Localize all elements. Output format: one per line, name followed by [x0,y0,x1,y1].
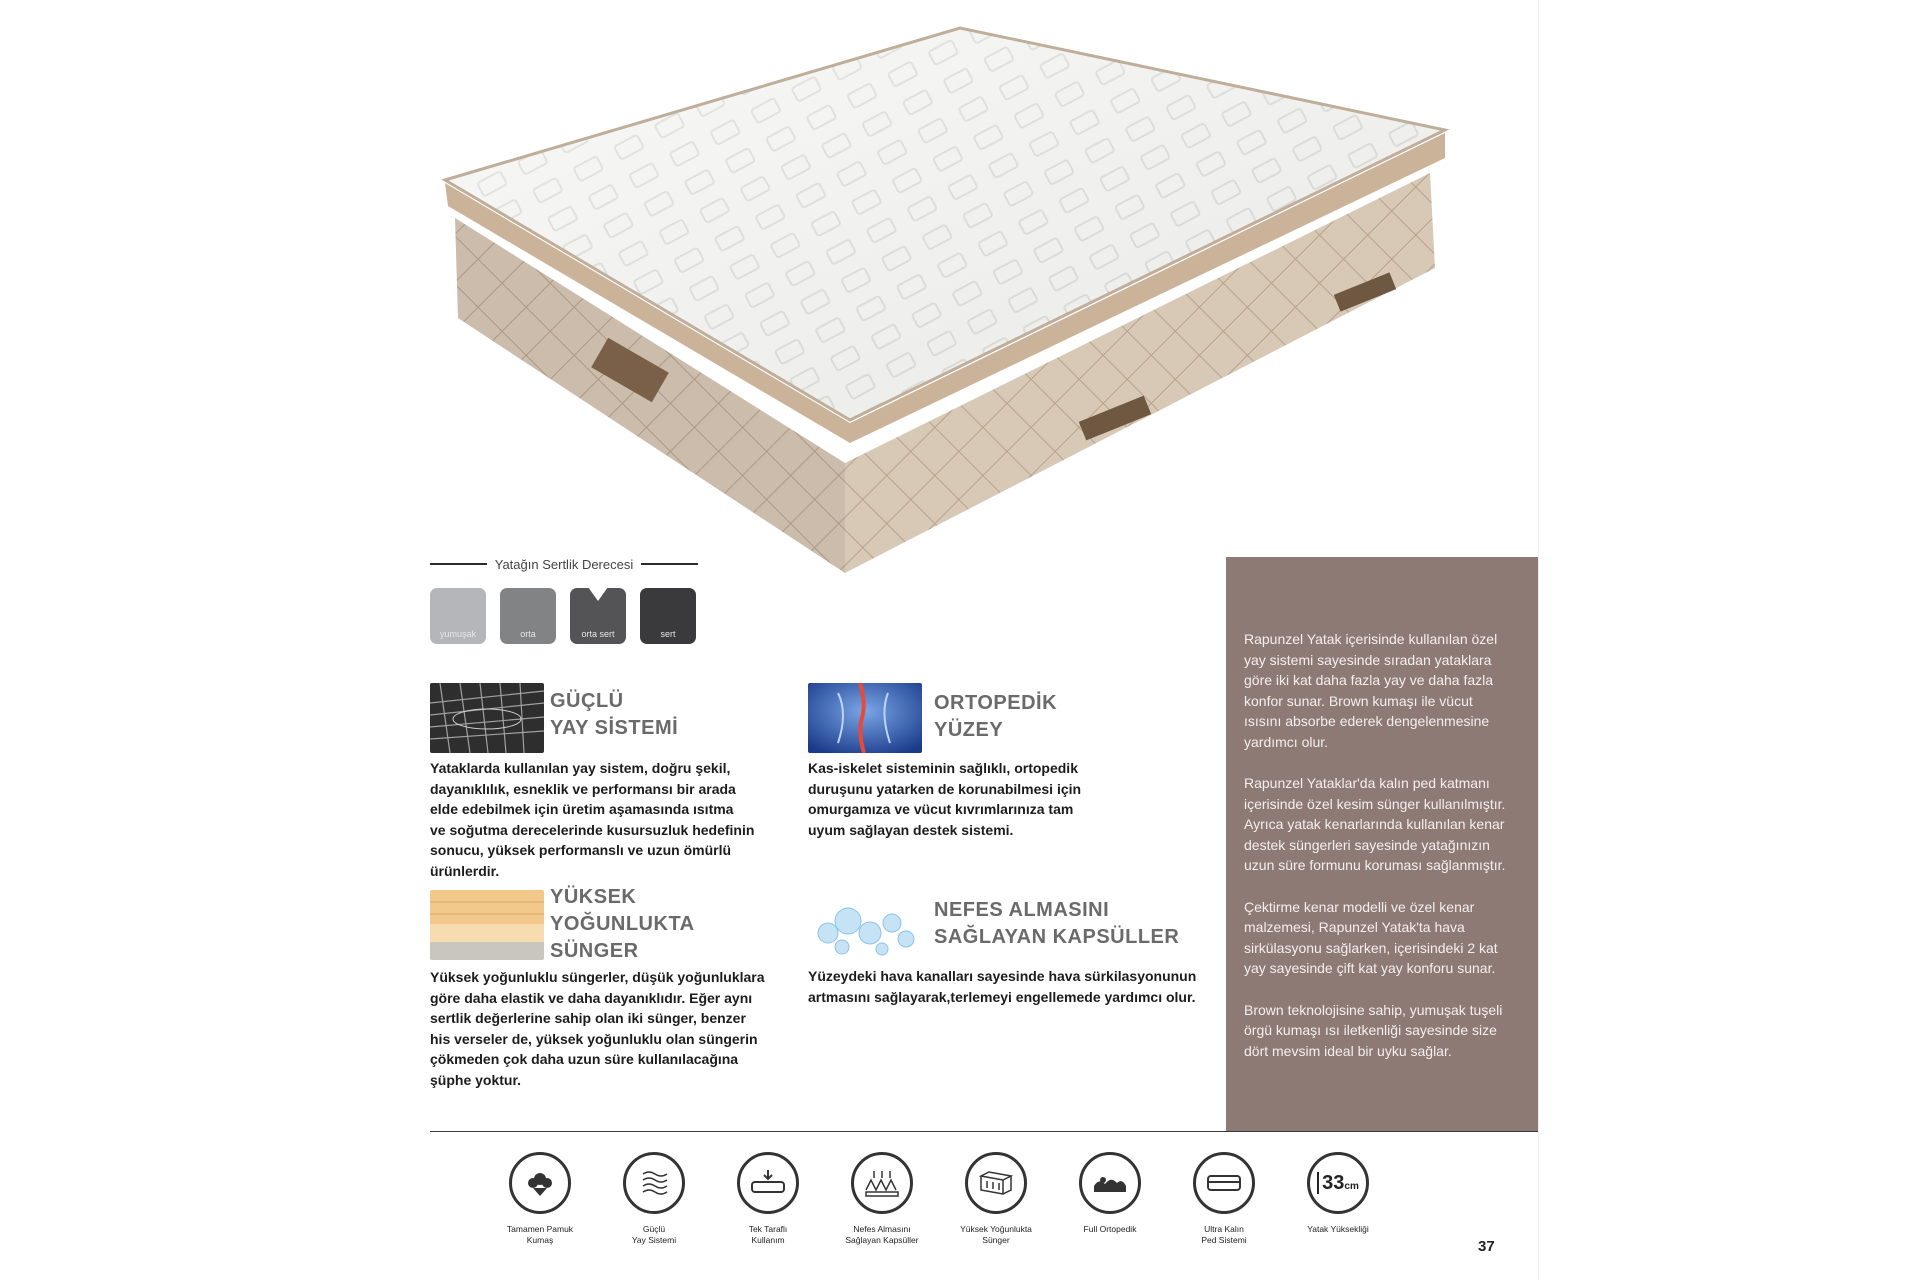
text-line: Yüksek yoğunluklu süngerler, düşük yoğunluklara [430,969,765,985]
info-panel-content [1244,629,1526,1082]
text-line: Rapunzel Yatak içerisinde kullanılan özel [1244,631,1498,647]
height-value: 33 [1322,1171,1345,1194]
text-line: sonucu, yüksek performanslı ve uzun ömürlü [430,842,732,858]
feature-icon-foam [941,1152,1051,1246]
feature-title [934,690,1057,744]
info-paragraph [1244,897,1526,979]
text-line: Çektirme kenar modelli ve özel kenar [1244,898,1475,915]
text-line: yardımcı olur. [1244,733,1329,750]
text-line: his verseler de, yüksek yoğunluklu olan süngerin [430,1030,758,1047]
page-edge [1538,0,1539,1280]
feature-title-line: YÜZEY [934,719,1004,741]
feature-title-line: ORTOPEDİK [934,692,1058,714]
feature-description [808,758,1081,840]
text-line: malzemesi, Rapunzel Yatak'ta hava [1244,919,1465,935]
firmness-label: orta sert [581,629,615,639]
text-line: Yüzeydeki hava kanalları sayesinde hava sürkilasyonunun [808,968,1197,984]
feature-title [550,688,678,742]
icon-label-line: Yay Sistemi [631,1235,677,1245]
text-line: konfor sunar. Brown kumaşı ile vücut [1244,692,1473,709]
text-line: Kas-iskelet sisteminin sağlıklı, ortopedik [808,760,1078,776]
mattress-image [430,18,1470,578]
icon-label [599,1224,709,1246]
icon-label [1283,1224,1393,1235]
icon-label [941,1224,1051,1246]
text-line: çökmeden çok daha uzun süre kullanılacağına [430,1051,739,1067]
foam-image [430,890,544,960]
divider [430,1131,1538,1132]
feature-icon-breathing [827,1152,937,1246]
text-line: göre iki kat daha fazla yay ve daha fazla [1244,672,1494,688]
icon-label [713,1224,823,1246]
text-line: duruşunu yatarken de korunabilmesi için [808,780,1082,797]
feature-icon-spring [599,1152,709,1246]
height-bar [1317,1172,1319,1194]
feature-description [808,966,1196,1007]
firmness-soft [430,588,486,644]
feature-icon-cotton [485,1152,595,1246]
text-line: ürünlerdir. [430,862,500,879]
height-unit: cm [1344,1180,1359,1192]
notch-shape [588,587,608,601]
text-line: uzun süre formunu koruması sağlanmıştır. [1244,857,1506,873]
icon-label-line: Yatak Yüksekliği [1307,1224,1369,1234]
feature-title-line: SÜNGER [550,940,639,962]
spring-system-image [430,683,544,753]
info-paragraph [1244,629,1526,752]
text-line: yay sistemi sayesinde sıradan yataklara [1244,651,1492,668]
firmness-label: sert [660,629,676,639]
feature-title-line: GÜÇLÜ [550,690,624,712]
text-line: örgü kumaşı ısı iletkenliği sayesinde size [1244,1022,1497,1038]
spring-system-icon [623,1152,685,1214]
text-line: yay sayesinde çift kat yay konforu sunar. [1244,960,1496,976]
single-side-icon [737,1152,799,1214]
firmness-scale [430,588,696,644]
feature-description [430,758,754,881]
text-line: Ayrıca yatak kenarlarında kullanılan kenar [1244,816,1505,832]
firmness-header [430,552,698,576]
icon-label [1055,1224,1165,1235]
text-line: Brown teknolojisine sahip, yumuşak tuşeli [1244,1001,1503,1018]
info-panel [1226,557,1538,1132]
text-line: omurgamıza ve vücut kıvrımlarınıza tam [808,801,1074,817]
firmness-medium [500,588,556,644]
text-line: içerisinde özel kesim sünger kullanılmıştır. [1244,795,1506,812]
feature-title [550,884,695,965]
firmness-title: Yatağın Sertlik Derecesi [494,556,634,572]
feature-title-line: SAĞLAYAN KAPSÜLLER [934,926,1180,948]
text-line: ısısını absorbe ederek dengelenmesine [1244,713,1490,729]
feature-description [430,967,765,1090]
full-orthopedic-icon [1079,1152,1141,1214]
text-line: ve soğutma derecelerinde kusursuzluk hedefinin [430,821,755,838]
feature-title-line: YOĞUNLUKTA [550,913,695,935]
firmness-firm [640,588,696,644]
height-badge [1317,1172,1359,1195]
icon-label [1169,1224,1279,1246]
divider [641,563,698,565]
mattress-height-icon [1307,1152,1369,1214]
firmness-label: yumuşak [439,629,476,639]
page-number: 37 [1478,1238,1495,1255]
text-line: göre daha elastik ve daha dayanıklıdır. Eğer aynı [430,989,753,1006]
text-line: destek süngerleri sayesinde yatağınızın [1244,836,1490,853]
firmness-medium-firm [570,588,626,644]
text-line: dört mevsim ideal bir uyku sağlar. [1244,1042,1452,1059]
breathing-capsules-icon [851,1152,913,1214]
feature-icon-orthopedic [1055,1152,1165,1235]
feature-title-line: YAY SİSTEMİ [550,717,679,739]
icon-label-line: Sağlayan Kapsüller [845,1235,919,1245]
text-line: Rapunzel Yataklar'da kalın ped katmanı [1244,775,1490,791]
text-line: sertlik değerlerine sahip olan iki sünger, benzer [430,1010,746,1026]
icon-label-line: Ultra Kalın [1204,1224,1244,1234]
text-line: sirkülasyonu sağlarken, içerisindeki 2 kat [1244,939,1498,956]
feature-icon-height [1283,1152,1393,1235]
icon-label-line: Kullanım [751,1235,785,1245]
icon-label-line: Sünger [982,1235,1010,1245]
icon-label-line: Tamamen Pamuk [506,1224,574,1234]
text-line: Yataklarda kullanılan yay sistem, doğru şekil, [430,760,731,776]
text-line: uyum sağlayan destek sistemi. [808,821,1014,838]
text-line: dayanıklılık, esneklik ve performansı bir arada [430,780,736,797]
breathing-capsules-image [808,893,922,963]
icon-label-line: Güçlü [642,1224,666,1234]
high-density-foam-icon [965,1152,1027,1214]
feature-title-line: NEFES ALMASINI [934,899,1110,921]
icon-label [827,1224,937,1246]
icon-label-line: Kumaş [526,1235,554,1245]
orthopedic-image [808,683,922,753]
icon-label-line: Tek Taraflı [748,1224,788,1234]
feature-title [934,897,1179,951]
firmness-label: orta [520,629,536,639]
icon-label-line: Full Ortopedik [1083,1224,1137,1234]
ultra-thick-pad-icon [1193,1152,1255,1214]
icon-label-line: Ped Sistemi [1201,1235,1247,1245]
feature-title-line: YÜKSEK [550,886,637,908]
divider [430,563,487,565]
info-paragraph [1244,773,1526,876]
icon-label-line: Nefes Almasını [853,1224,911,1234]
text-line: şüphe yoktur. [430,1071,522,1088]
info-paragraph [1244,1000,1526,1062]
icon-label-line: Yüksek Yoğunlukta [960,1224,1032,1234]
text-line: elde edebilmek için üretim aşamasında ısıtma [430,801,734,817]
icon-label [485,1224,595,1246]
text-line: artmasını sağlayarak,terlemeyi engellemede yardımcı olur. [808,988,1196,1005]
cotton-fabric-icon [509,1152,571,1214]
feature-icon-pad [1169,1152,1279,1246]
feature-icon-single-side [713,1152,823,1246]
